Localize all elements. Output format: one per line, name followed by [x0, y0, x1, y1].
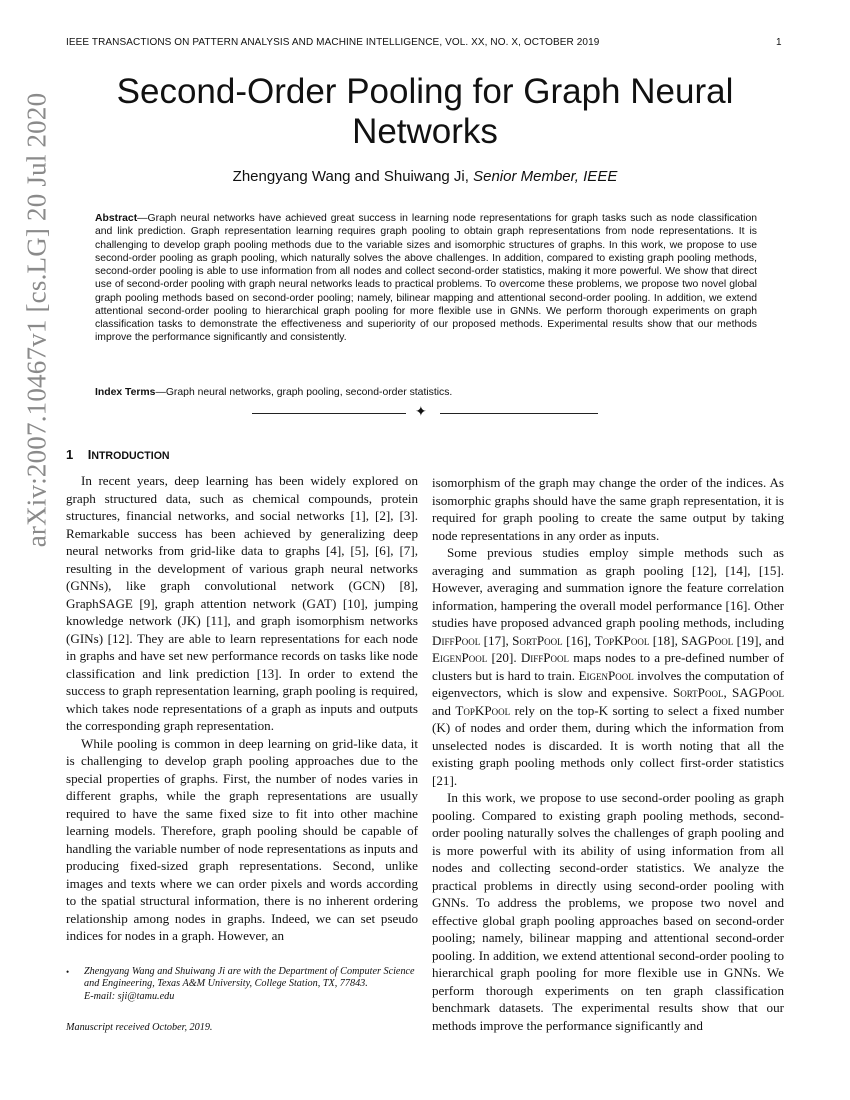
footnote-bullet-icon: • — [66, 967, 70, 977]
text-span: Some previous studies employ simple methods such as averaging and summation as graph pooling [12], [14], [15]. However, averaging and summation ignore the feature correlation information, hampering the overall model performance [16]. Other studies have proposed advanced graph pooling methods, including — [432, 545, 784, 630]
text-span: maps nodes to a pre-defined number of clusters but is hard to train. — [432, 650, 784, 683]
paragraph: While pooling is common in deep learning on grid-like data, it is challenging to develop graph pooling approaches due to the special properties of graphs. First, the number of nodes varies in different graphs, while the graph representations are usually required to have the same fixed size to fit into other machine learning models. Therefore, graph pooling should be capable of handling the variable number of node representations as inputs and producing fixed-sized graph representations. Second, unlike images and texts where we can order pixels and words according to the spatial structural information, there is no inherent ordering relationship among nodes in graphs. Indeed, we can set pseudo indices for nodes in a graph. However, an — [66, 735, 418, 943]
method-name: TopKPool — [594, 632, 650, 648]
divider-rule-right — [440, 413, 598, 414]
left-column — [66, 472, 418, 945]
text-span: involves the computation of eigenvectors, which is slow and expensive. — [432, 667, 785, 700]
footnote-email[interactable]: E-mail: sji@tamu.edu — [84, 990, 175, 1002]
text-span: and — [432, 702, 451, 718]
paragraph: In this work, we propose to use second-order pooling as graph pooling. Compared to existing graph pooling methods, second-order pooling naturally solves the challenges of graph pooling and is more powerful with its ability of using information from all nodes and collecting second-order statistics. We analyze the practical problems in directly using second-order pooling with GNNs. To address the problems, we propose two novel and effective global graph pooling approaches based on second-order pooling; namely, bilinear mapping and attentional second-order pooling. In addition, we extend attentional second-order pooling to hierarchical graph pooling for more flexible use in GNNs. We perform thorough experiments on ten graph classification benchmark datasets. The experimental results show that our methods improve the performance significantly and — [432, 790, 784, 1033]
index-terms-text: —Graph neural networks, graph pooling, second-order statistics. — [155, 387, 453, 398]
text-span: rely on the top-K sorting to select a fixed number (K) of nodes and order them, during which the information from unselected nodes is discarded. It is worth noting that all the existing graph pooling methods only collect first-order statistics [21]. — [432, 702, 784, 788]
section-number: 1 — [66, 447, 74, 462]
section-title-initial: I — [87, 447, 92, 462]
method-name: SortPool — [512, 632, 563, 648]
abstract-label: Abstract — [95, 213, 138, 224]
method-name: SAGPool — [681, 632, 734, 648]
section-heading — [66, 447, 170, 462]
manuscript-note: Manuscript received October, 2019. — [66, 1022, 213, 1033]
citation: [20]. — [491, 650, 517, 665]
citation: [16], — [566, 632, 592, 648]
divider-rule-left — [252, 413, 406, 414]
paragraph: isomorphism of the graph may change the order of the indices. As isomorphic graphs should have the same graph representation, it is required for graph pooling to create the same output by taking node representations in any order as inputs. — [432, 475, 784, 543]
method-name: EigenPool — [578, 667, 634, 683]
method-name: SortPool — [672, 685, 724, 700]
index-terms-label: Index Terms — [95, 387, 156, 398]
author-names: Zhengyang Wang and Shuiwang Ji, — [232, 168, 469, 185]
citation: [18], — [652, 632, 678, 648]
paragraph: In recent years, deep learning has been widely explored on graph structured data, such as chemical compounds, protein structures, financial networks, and social networks [1], [2], [3]. Remarkable success has been achieved by generalizing deep neural networks from grid-like data to graphs [4], [5], [6], [7], resulting in the development of various graph neural networks (GNNs), like graph convolutional network (GCN) [8], GraphSAGE [9], graph attention network (GAT) [10], jumping knowledge network (JK) [11], and graph isomorphism networks (GINs) [12]. They are able to learn representations for each node in graphs and have set new performance records on tasks like node classification and link prediction [13]. In order to extend the success to graph representation learning, graph pooling is required, which takes node representations of a graph as inputs and outputs the corresponding graph representation. — [66, 473, 418, 733]
divider-diamond-icon: ✦ — [415, 405, 427, 420]
authors — [100, 168, 750, 185]
running-header: IEEE TRANSACTIONS ON PATTERN ANALYSIS AND MACHINE INTELLIGENCE, VOL. XX, NO. X, OCTOBER 2019 — [66, 37, 600, 48]
abstract — [95, 212, 757, 345]
abstract-text: —Graph neural networks have achieved great success in learning node representations for graph tasks such as node classification and link prediction. Graph representation learning requires graph pooling to obtain graph representations from node representations. It is challenging to develop graph pooling methods due to the variable sizes and isomorphic structures of graphs. In this work, we propose to use second-order pooling as graph pooling, which naturally solves the above challenges. In addition, compared to existing graph pooling methods, second-order pooling is able to use information from all nodes and collect second-order statistics, making it more powerful. We show that direct use of second-order pooling with graph neural networks leads to practical problems. To overcome these problems, we propose two novel global graph pooling methods based on second-order pooling; namely, bilinear mapping and attentional second-order pooling. In addition, we extend attentional second-order pooling to hierarchical graph pooling for more flexible use in GNNs. We perform thorough experiments on graph classification tasks to demonstrate the effectiveness and superiority of our proposed methods. Experimental results show that our methods improve the performance significantly and consistently. — [95, 213, 757, 344]
method-name: TopKPool — [455, 702, 511, 718]
method-name: SAGPool — [732, 685, 784, 700]
method-name: DiffPool — [520, 650, 570, 665]
method-name: EigenPool — [432, 650, 488, 665]
citation: [19], and — [736, 632, 785, 648]
author-role: Senior Member, IEEE — [473, 168, 618, 185]
footnote-text: Zhengyang Wang and Shuiwang Ji are with the Department of Computer Science and Engineering, Texas A&M University, College Station, TX, 77843. — [84, 966, 415, 990]
right-column — [432, 474, 784, 1034]
arxiv-stamp-text: arXiv:2007.10467v1 [cs.LG] 20 Jul 2020 — [21, 92, 52, 548]
method-name: DiffPool — [432, 632, 481, 648]
paragraph — [432, 544, 784, 789]
paper-title: Second-Order Pooling for Graph Neural Networks — [116, 72, 734, 151]
section-title-rest: NTRODUCTION — [91, 450, 170, 462]
index-terms — [95, 387, 757, 398]
page-number: 1 — [776, 37, 782, 48]
footnote — [66, 966, 418, 1003]
text-span: , — [723, 685, 727, 700]
citation: [17], — [483, 632, 509, 648]
